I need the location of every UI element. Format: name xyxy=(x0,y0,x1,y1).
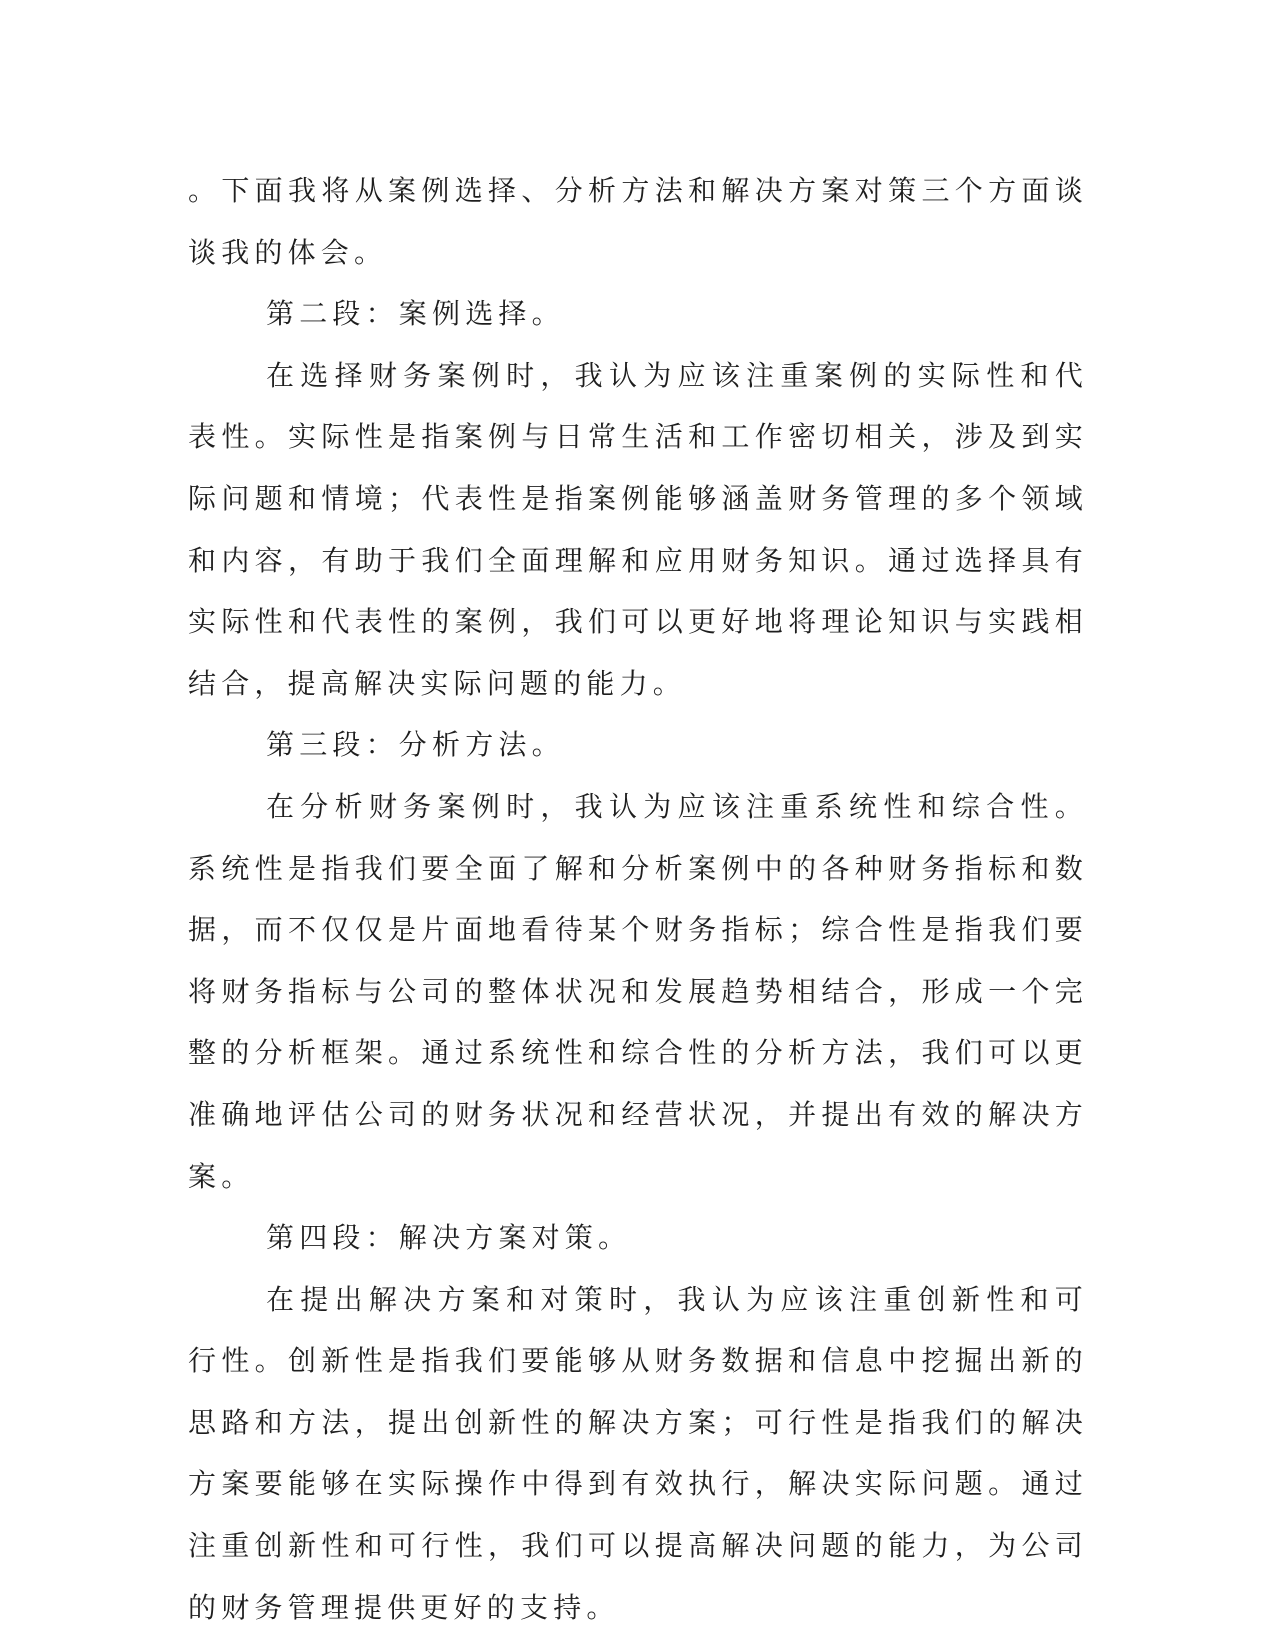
document-body xyxy=(188,160,1088,1638)
section-heading-analysis-method: 第三段：分析方法。 xyxy=(266,728,565,762)
section-heading-solutions: 第四段：解决方案对策。 xyxy=(266,1221,632,1255)
paragraph-intro-continuation: 。下面我将从案例选择、分析方法和解决方案对策三个方面谈谈我的体会。 xyxy=(188,174,1088,269)
paragraph-solutions: 在提出解决方案和对策时，我认为应该注重创新性和可行性。创新性是指我们要能够从财务数据和信息中挖掘出新的思路和方法，提出创新性的解决方案；可行性是指我们的解决方案要能够在实际操作中得到有效执行，解决实际问题。通过注重创新性和可行性，我们可以提高解决问题的能力，为公司的财务管理提供更好的支持。 xyxy=(188,1282,1088,1624)
paragraph-case-selection: 在选择财务案例时，我认为应该注重案例的实际性和代表性。实际性是指案例与日常生活和工作密切相关，涉及到实际问题和情境；代表性是指案例能够涵盖财务管理的多个领域和内容，有助于我们全面理解和应用财务知识。通过选择具有实际性和代表性的案例，我们可以更好地将理论知识与实践相结合，提高解决实际问题的能力。 xyxy=(188,358,1088,700)
section-heading-case-selection: 第二段：案例选择。 xyxy=(266,297,565,331)
paragraph-analysis-method: 在分析财务案例时，我认为应该注重系统性和综合性。系统性是指我们要全面了解和分析案例中的各种财务指标和数据，而不仅仅是片面地看待某个财务指标；综合性是指我们要将财务指标与公司的整体状况和发展趋势相结合，形成一个完整的分析框架。通过系统性和综合性的分析方法，我们可以更准确地评估公司的财务状况和经营状况，并提出有效的解决方案。 xyxy=(188,789,1088,1193)
